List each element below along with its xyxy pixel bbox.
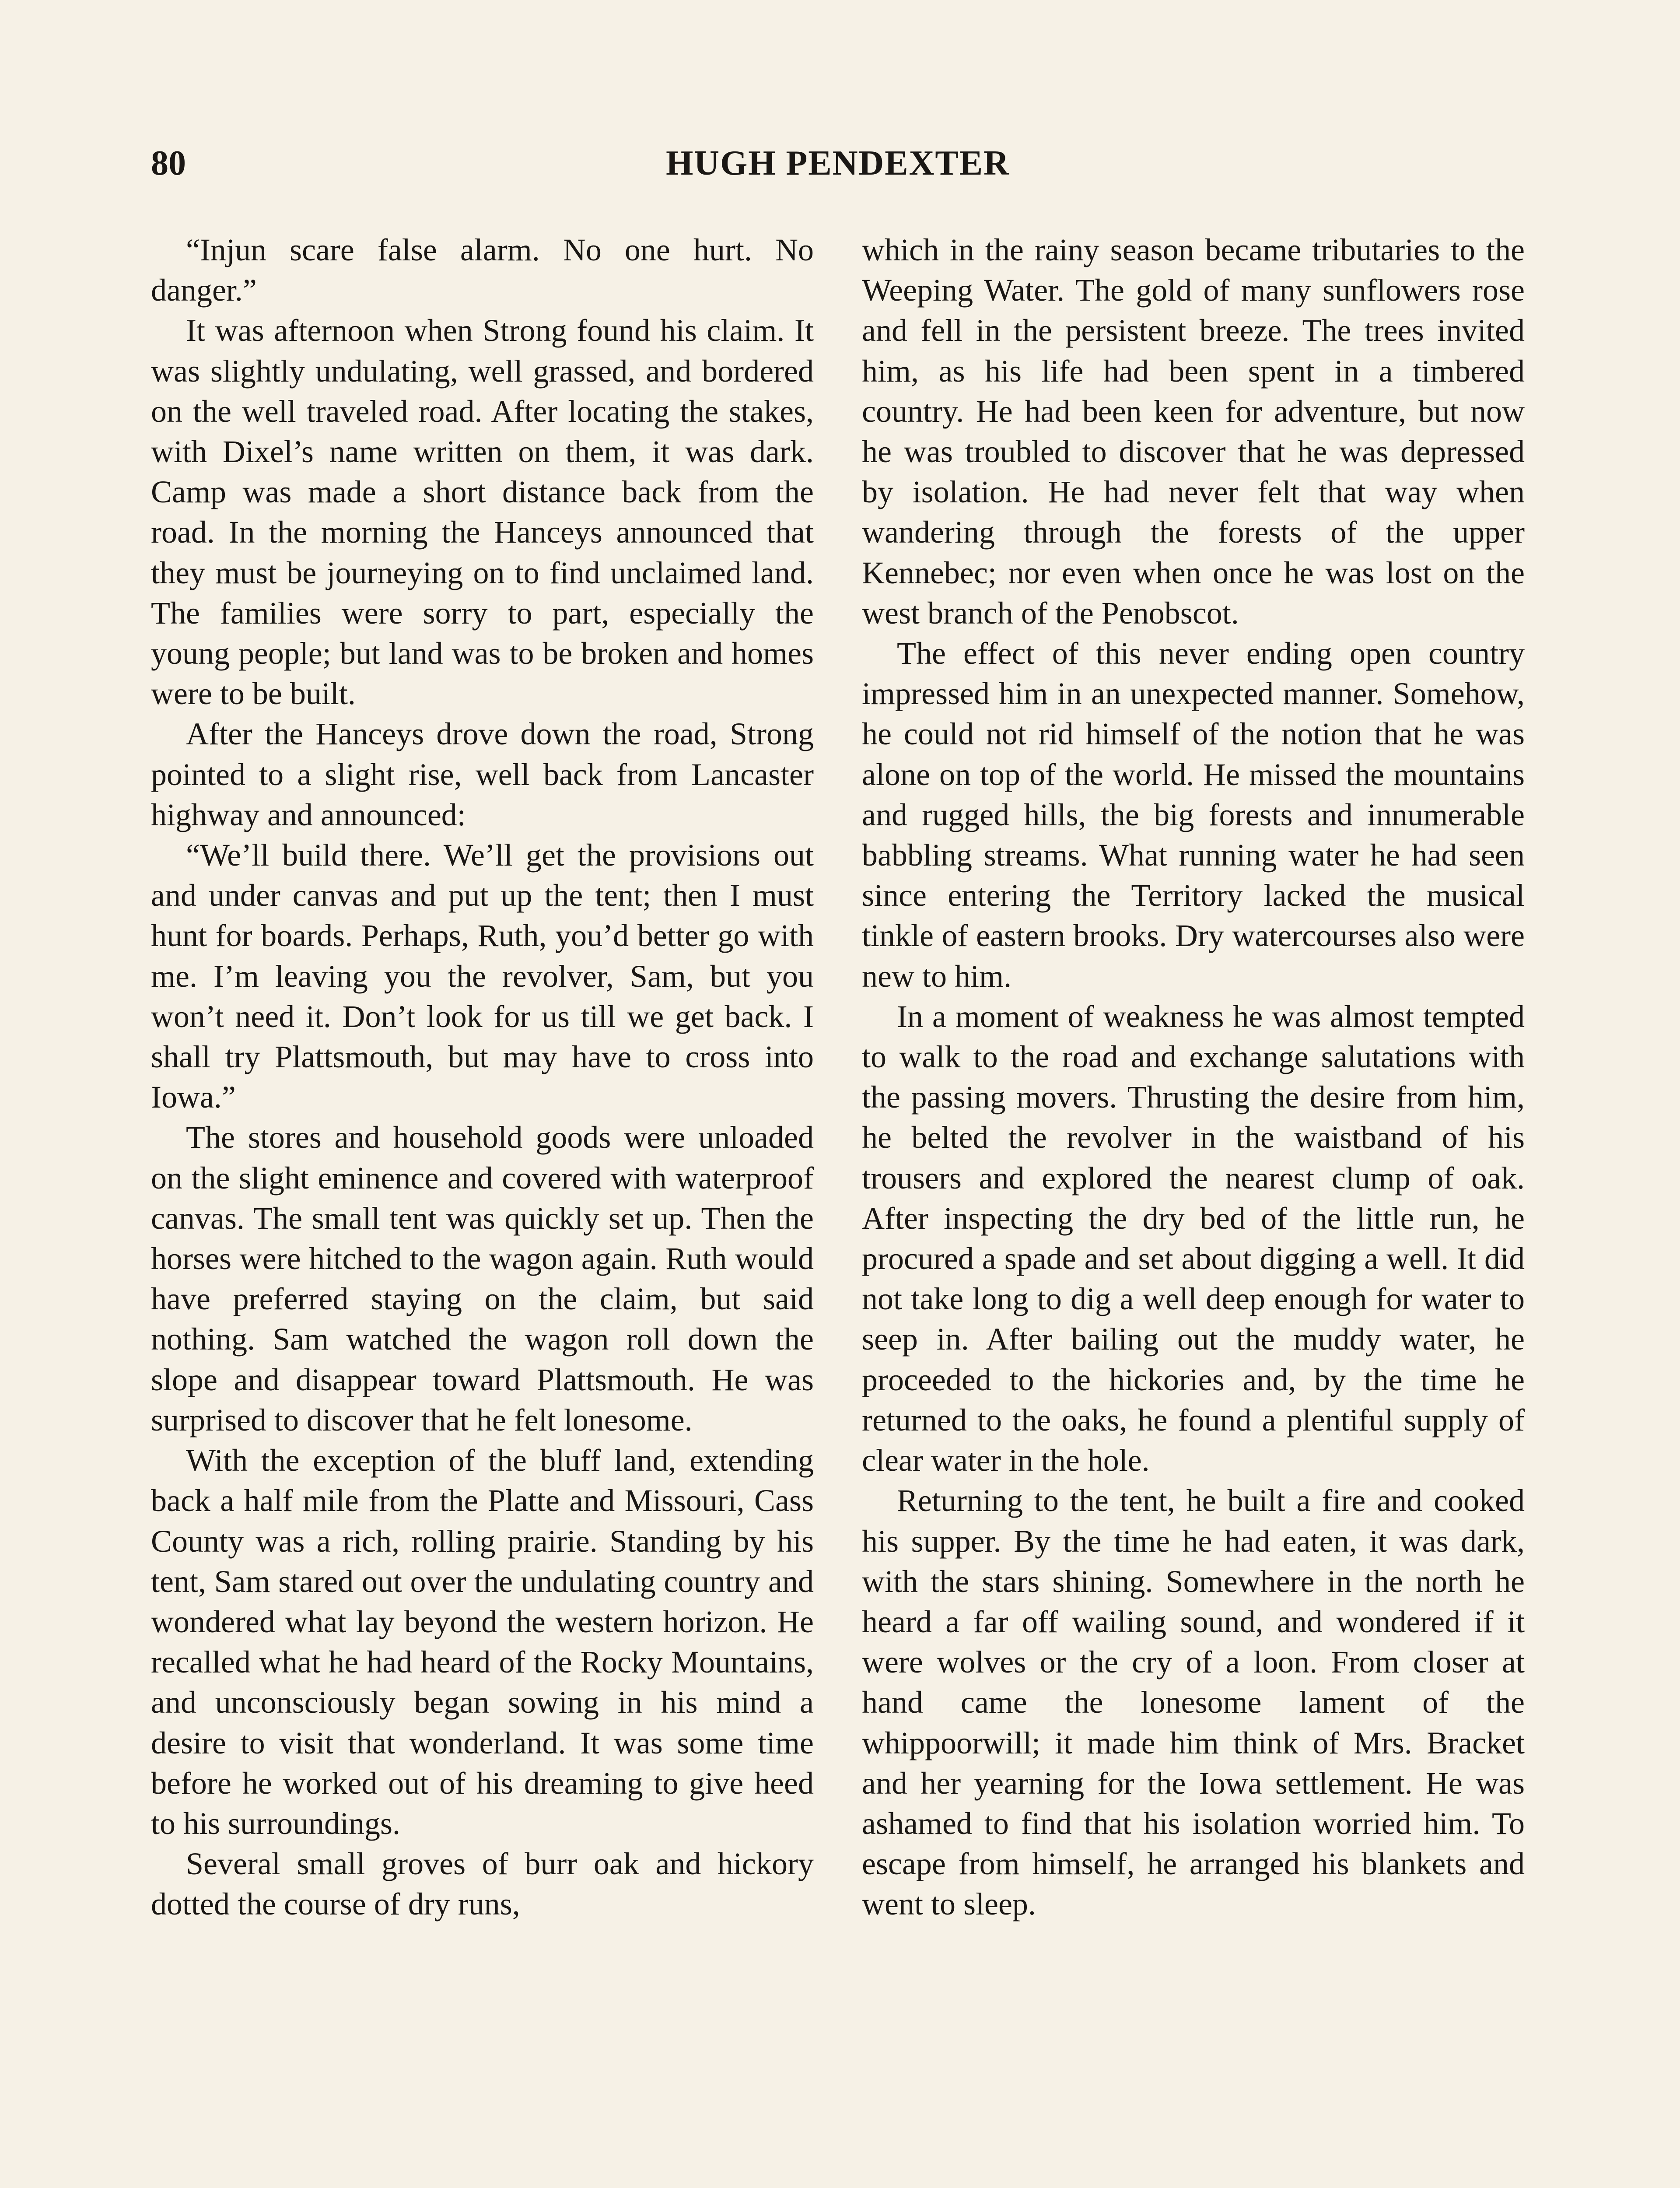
paragraph: The stores and household goods were unloaded on the slight eminence and covered with waterproof canvas. The small tent was quickly set up. Then the horses were hitched to the wagon again. Ruth would have preferred staying on the claim, but said nothing. Sam watched the wagon roll down the slope and disappear toward Plattsmouth. He was surprised to discover that he felt lonesome. (151, 1120, 814, 1438)
paragraph: The effect of this never ending open country impressed him in an unexpected manner. Somehow, he could not rid himself of the notion that he was alone on top of the world. He missed the mountains and rugged hills, the big forests and innumerable babbling streams. What running water he had seen since entering the Territory lacked the musical tinkle of eastern brooks. Dry watercourses also were new to him. (862, 636, 1525, 994)
paragraph: which in the rainy season became tributaries to the Weeping Water. The gold of many sunflowers rose and fell in the persistent breeze. The trees invited him, as his life had been spent in a timbered country. He had been keen for adventure, but now he was troubled to discover that he was depressed by isolation. He had never felt that way when wandering through the forests of the upper Kennebec; nor even when once he was lost on the west branch of the Penobscot. (862, 232, 1525, 631)
page-number: 80 (151, 144, 186, 182)
paragraph: Several small groves of burr oak and hickory dotted the course of dry runs, (151, 1846, 814, 1922)
paragraph: In a moment of weakness he was almost tempted to walk to the road and exchange salutations with the passing movers. Thrusting the desire from him, he belted the revolver in the waistband of his trousers and explored the nearest clump of oak. After inspecting the dry bed of the little run, he procured a spade and set about digging a well. It did not take long to dig a well deep enough for water to seep in. After bailing out the muddy water, he proceeded to the hickories and, by the time he returned to the oaks, he found a plentiful supply of clear water in the hole. (862, 999, 1525, 1478)
paragraph: It was afternoon when Strong found his claim. It was slightly undulating, well grassed, and bordered on the well traveled road. After locating the stakes, with Dixel’s name written on them, it was dark. Camp was made a short distance back from the road. In the morning the Hanceys announced that they must be journeying on to find unclaimed land. The families were sorry to part, especially the young people; but land was to be broken and homes were to be built. (151, 313, 814, 712)
running-head: HUGH PENDEXTER (666, 144, 1010, 182)
paragraph: After the Hanceys drove down the road, Strong pointed to a slight rise, well back from Lancaster highway and announced: (151, 716, 814, 832)
right-column (862, 230, 1525, 1925)
left-column (151, 230, 814, 1925)
page-header (151, 139, 1525, 187)
paragraph: “We’ll build there. We’ll get the provisions out and under canvas and put up the tent; then I must hunt for boards. Perhaps, Ruth, you’d better go with me. I’m leaving you the revolver, Sam, but you won’t need it. Don’t look for us till we get back. I shall try Plattsmouth, but may have to cross into Iowa.” (151, 838, 814, 1115)
paragraph: “Injun scare false alarm. No one hurt. No danger.” (151, 232, 814, 308)
paragraph: With the exception of the bluff land, extending back a half mile from the Platte and Missouri, Cass County was a rich, rolling prairie. Standing by his tent, Sam stared out over the undulating country and wondered what lay beyond the western horizon. He recalled what he had heard of the Rocky Mountains, and unconsciously began sowing in his mind a desire to visit that wonderland. It was some time before he worked out of his dreaming to give heed to his surroundings. (151, 1443, 814, 1841)
paragraph: Returning to the tent, he built a fire and cooked his supper. By the time he had eaten, it was dark, with the stars shining. Somewhere in the north he heard a far off wailing sound, and wondered if it were wolves or the cry of a loon. From closer at hand came the lonesome lament of the whippoorwill; it made him think of Mrs. Bracket and her yearning for the Iowa settlement. He was ashamed to find that his isolation worried him. To escape from himself, he arranged his blankets and went to sleep. (862, 1483, 1525, 1922)
